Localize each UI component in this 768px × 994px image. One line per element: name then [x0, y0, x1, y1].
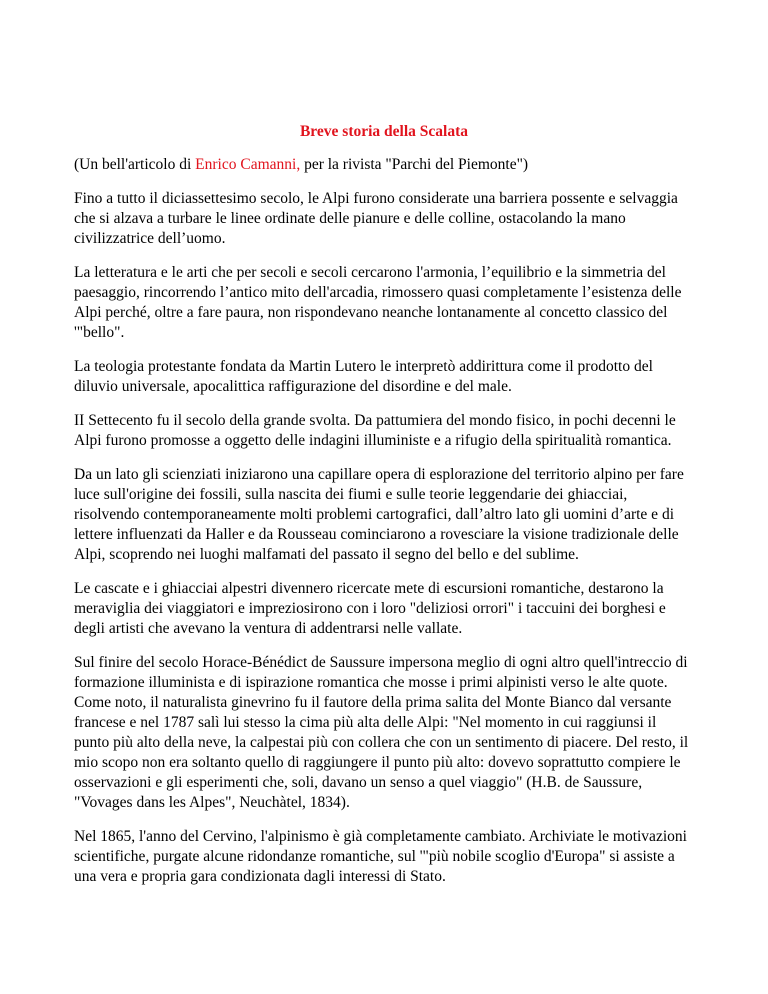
paragraph-2: La letteratura e le arti che per secoli e secoli cercarono l'armonia, l’equilibrio e la simmetria del paesaggio, rincorrendo l’antico mito dell'arcadia, rimossero quasi completamente l’esistenza delle Alpi perché, oltre a fare paura, non rispondevano neanche lontanamente al concetto classico del '"bello".	[74, 264, 682, 341]
intro-before: (Un bell'articolo di	[74, 156, 196, 173]
intro-after: per la rivista "Parchi del Piemonte")	[300, 156, 529, 173]
paragraph-6: Le cascate e i ghiacciai alpestri divennero ricercate mete di escursioni romantiche, destarono la meraviglia dei viaggiatori e impreziosirono con i loro "deliziosi orrori" i taccuini dei borghesi e degli artisti che avevano la ventura di addentrarsi nelle vallate.	[74, 580, 666, 637]
paragraph-5: Da un lato gli scienziati iniziarono una capillare opera di esplorazione del territorio alpino per fare luce sull'origine dei fossili, sulla nascita dei fiumi e sulle teorie leggendarie dei ghiacciai, risolvendo contemporaneamente molti problemi cartografici, dall’altro lato gli uomini d’arte e di lettere influenzati da Haller e da Rousseau cominciarono a rovesciare la visione tradizionale delle Alpi, scoprendo nei luoghi malfamati del passato il segno del bello e del sublime.	[74, 466, 684, 563]
paragraph-3: La teologia protestante fondata da Martin Lutero le interpretò addirittura come il prodotto del diluvio universale, apocalittica raffigurazione del disordine e del male.	[74, 358, 653, 395]
document-page	[74, 122, 694, 901]
paragraph-1: Fino a tutto il diciassettesimo secolo, le Alpi furono considerate una barriera possente e selvaggia che si alzava a turbare le linee ordinate delle pianure e delle colline, ostacolando la mano civilizzatrice dell’uomo.	[74, 190, 678, 247]
document-title: Breve storia della Scalata	[299, 123, 469, 140]
paragraph-7: Sul finire del secolo Horace-Bénédict de Saussure impersona meglio di ogni altro quell'intreccio di formazione illuminista e di ispirazione romantica che mosse i primi alpinisti verso le alte quote. Come noto, il naturalista ginevrino fu il fautore della prima salita del Monte Bianco dal versante francese e nel 1787 salì lui stesso la cima più alta delle Alpi: "Nel momento in cui raggiunsi il punto più alto della neve, la calpestai più con collera che con un sentimento di piacere. Del resto, il mio scopo non era soltanto quello di raggiungere il punto più alto: dovevo soprattutto compiere le osservazioni e gli esperimenti che, soli, davano un senso a quel viaggio" (H.B. de Saussure, "Vovages dans les Alpes", Neuchàtel, 1834).	[74, 654, 689, 811]
author-link[interactable]: Enrico Camanni,	[195, 156, 301, 173]
paragraph-4: II Settecento fu il secolo della grande svolta. Da pattumiera del mondo fisico, in pochi decenni le Alpi furono promosse a oggetto delle indagini illuministe e a rifugio della spiritualità romantica.	[74, 412, 676, 449]
intro-paragraph	[74, 155, 694, 175]
paragraph-8: Nel 1865, l'anno del Cervino, l'alpinismo è già completamente cambiato. Archiviate le motivazioni scientifiche, purgate alcune ridondanze romantiche, sul '"più nobile scoglio d'Europa" si assiste a una vera e propria gara condizionata dagli interessi di Stato.	[74, 828, 687, 885]
